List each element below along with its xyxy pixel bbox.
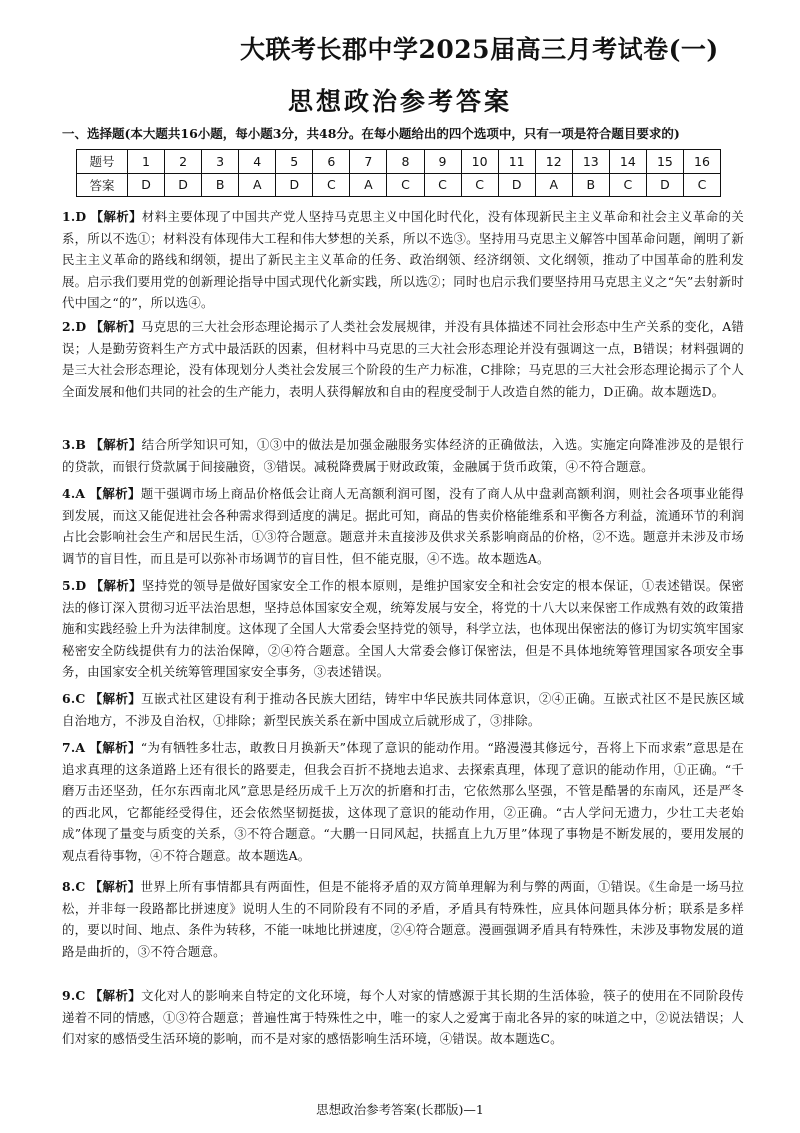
answer-cell: D bbox=[128, 173, 165, 197]
answer-cell: C bbox=[683, 173, 720, 197]
question-number: 3 bbox=[202, 150, 239, 174]
explanation-tag: 【解析】 bbox=[89, 988, 142, 1003]
page-footer: 思想政治参考答案(长郡版)—1 bbox=[316, 1102, 484, 1117]
explanation-answer: 4.A bbox=[62, 486, 86, 501]
exam-title: 大联考长郡中学2025届高三月考试卷(一) bbox=[240, 35, 719, 64]
answer-cell: C bbox=[387, 173, 424, 197]
answer-cell: C bbox=[609, 173, 646, 197]
question-number: 7 bbox=[350, 150, 387, 174]
explanation-answer: 2.D bbox=[62, 319, 87, 334]
answer-cell: D bbox=[646, 173, 683, 197]
explanation-answer: 6.C bbox=[62, 691, 86, 706]
answer-cell: A bbox=[239, 173, 276, 197]
subject-title: 思想政治参考答案 bbox=[287, 87, 512, 116]
explanation-answer: 7.A bbox=[62, 740, 86, 755]
question-number: 5 bbox=[276, 150, 313, 174]
explanation-tag: 【解析】 bbox=[90, 209, 142, 224]
explanation-text: “为有牺牲多壮志，敢教日月换新天”体现了意识的能动作用。“路漫漫其修远兮，吾将上下而求索”意思是在追求真理的这条道路上还有很长的路要走，但我会百折不挠地去追求、去探索真理，体现了意识的能动作用，①正确。“千磨万击还坚劲，任尔东西南北风”意思是经历成千上万次的折磨和打击，它依然那么坚强，不管是酷暑的东南风，还是严冬的西北风，它都能经受得住，还会依然坚韧挺拔，这体现了意识的能动作用，②正确。“古人学问无遗力，少壮工夫老始成”体现了量变与质变的关系，③不符合题意。“大鹏一日同风起，扶摇直上九万里”体现了事物是不断发展的，要用发展的观点看待事物，④不符合题意。故本题选A。 bbox=[62, 740, 744, 863]
answer-cell: B bbox=[572, 173, 609, 197]
explanation-7 bbox=[62, 737, 744, 866]
question-number: 11 bbox=[498, 150, 535, 174]
answer-cell: A bbox=[350, 173, 387, 197]
answer-cell: D bbox=[276, 173, 313, 197]
answer-row-label: 答案 bbox=[77, 173, 128, 197]
answer-cell: D bbox=[165, 173, 202, 197]
question-number: 12 bbox=[535, 150, 572, 174]
explanation-text: 世界上所有事情都具有两面性，但是不能将矛盾的双方简单理解为利与弊的两面，①错误。《生命是一场马拉松，并非每一段路都比拼速度》说明人生的不同阶段有不同的矛盾，矛盾具有特殊性，应具体问题具体分析；联系是多样的，要以时间、地点、条件为转移，不能一味地比拼速度，②④符合题意。漫画强调矛盾具有特殊性，未涉及事物发展的道路是曲折的，③不符合题意。 bbox=[62, 879, 745, 959]
explanation-tag: 【解析】 bbox=[89, 691, 142, 706]
answer-cell: C bbox=[424, 173, 461, 197]
explanation-4 bbox=[62, 483, 744, 569]
explanation-text: 互嵌式社区建设有利于推动各民族大团结，铸牢中华民族共同体意识，②④正确。互嵌式社区不是民族区域自治地方，不涉及自治权，①排除；新型民族关系在新中国成立后就形成了，③排除。 bbox=[62, 691, 744, 728]
explanation-tag: 【解析】 bbox=[89, 740, 141, 755]
explanation-8 bbox=[62, 876, 744, 962]
explanation-answer: 5.D bbox=[62, 578, 87, 593]
question-number: 10 bbox=[461, 150, 498, 174]
explanation-tag: 【解析】 bbox=[90, 319, 142, 334]
explanation-answer: 1.D bbox=[62, 209, 87, 224]
explanation-9 bbox=[62, 985, 744, 1050]
explanation-6 bbox=[62, 688, 744, 731]
explanation-text: 文化对人的影响来自特定的文化环境，每个人对家的情感源于其长期的生活体验，筷子的使用在不同阶段传递着不同的情感，①③符合题意；普遍性寓于特殊性之中，唯一的家人之爱寓于南北各异的家的味道之中，②说法错误；人们对家的感悟受生活环境的影响，而不是对家的感悟影响生活环境，④错误。故本题选C。 bbox=[62, 988, 744, 1046]
explanation-tag: 【解析】 bbox=[89, 879, 141, 894]
question-number: 4 bbox=[239, 150, 276, 174]
question-number: 15 bbox=[646, 150, 683, 174]
answer-cell: C bbox=[461, 173, 498, 197]
answer-table-number-row bbox=[77, 150, 721, 174]
section-heading: 一、选择题(本大题共16小题，每小题3分，共48分。在每小题给出的四个选项中，只有一项是符合题目要求的) bbox=[62, 126, 680, 141]
question-number: 16 bbox=[683, 150, 720, 174]
explanation-tag: 【解析】 bbox=[89, 486, 141, 501]
number-row-label: 题号 bbox=[77, 150, 128, 174]
question-number: 14 bbox=[609, 150, 646, 174]
question-number: 1 bbox=[128, 150, 165, 174]
answer-table-answer-row bbox=[77, 173, 721, 197]
explanation-text: 材料主要体现了中国共产党人坚持马克思主义中国化时代化，没有体现新民主主义革命和社会主义革命的关系，所以不选①；材料没有体现伟大工程和伟大梦想的关系，所以不选③。坚持用马克思主义解答中国革命问题，阐明了新民主主义革命的路线和纲领，提出了新民主主义革命的任务、政治纲领、经济纲领、文化纲领，推动了中国革命的胜利发展。启示我们要用党的创新理论指导中国式现代化新实践，所以选②；同时也启示我们要坚持用马克思主义之“矢”去射新时代中国之“的”，所以选④。 bbox=[62, 209, 744, 310]
explanation-text: 题干强调市场上商品价格低会让商人无高额利润可图，没有了商人从中盘剥高额利润，则社会各项事业能得到发展，而这又能促进社会各种需求得到适度的满足。据此可知，商品的售卖价格能维系和平衡各方利益，流通环节的利润占比会影响社会生产和居民生活，①③符合题意。题意并未直接涉及供求关系影响商品的价格，②不选。题意并未涉及市场调节的盲目性，而且是可以弥补市场调节的盲目性，但不能克服，④不选。故本题选A。 bbox=[62, 486, 744, 566]
answer-cell: D bbox=[498, 173, 535, 197]
explanation-tag: 【解析】 bbox=[90, 437, 142, 452]
answer-cell: C bbox=[313, 173, 350, 197]
question-number: 13 bbox=[572, 150, 609, 174]
question-number: 2 bbox=[165, 150, 202, 174]
answer-cell: B bbox=[202, 173, 239, 197]
explanation-text: 坚持党的领导是做好国家安全工作的根本原则，是维护国家安全和社会安定的根本保证，①表述错误。保密法的修订深入贯彻习近平法治思想，坚持总体国家安全观，统筹发展与安全，将党的十八大以来保密工作成熟有效的政策措施和实践经验上升为法律制度。这体现了全国人大常委会坚持党的领导，科学立法，也体现出保密法的修订为切实筑牢国家秘密安全防线提供有力的法治保障，②④符合题意。全国人大常委会修订保密法，但是不具体地统筹管理国家各项安全事务，由国家安全机关统筹管理国家安全事务，③表述错误。 bbox=[62, 578, 744, 679]
question-number: 6 bbox=[313, 150, 350, 174]
explanation-3 bbox=[62, 434, 744, 477]
explanation-answer: 8.C bbox=[62, 879, 86, 894]
answer-table bbox=[76, 149, 721, 197]
explanation-text: 马克思的三大社会形态理论揭示了人类社会发展规律，并没有具体描述不同社会形态中生产关系的变化，A错误；人是勤劳资料生产方式中最活跃的因素，但材料中马克思的三大社会形态理论并没有强调这一点，B错误；材料强调的是三大社会形态理论，没有体现划分人类社会发展三个阶段的生产力标准，C排除；马克思的三大社会形态理论揭示了个人全面发展和他们共同的社会的生产能力，表明人获得解放和自由的程度受制于人改造自然的能力，D正确。故本题选D。 bbox=[62, 319, 744, 399]
explanation-answer: 3.B bbox=[62, 437, 87, 452]
explanation-tag: 【解析】 bbox=[90, 578, 142, 593]
explanation-1 bbox=[62, 206, 744, 314]
question-number: 9 bbox=[424, 150, 461, 174]
answer-cell: A bbox=[535, 173, 572, 197]
explanation-5 bbox=[62, 575, 744, 683]
explanation-answer: 9.C bbox=[62, 988, 86, 1003]
question-number: 8 bbox=[387, 150, 424, 174]
explanation-text: 结合所学知识可知，①③中的做法是加强金融服务实体经济的正确做法，入选。实施定向降准涉及的是银行的贷款，而银行贷款属于间接融资，③错误。减税降费属于财政政策，金融属于货币政策，④不符合题意。 bbox=[62, 437, 744, 474]
explanation-2 bbox=[62, 316, 744, 402]
